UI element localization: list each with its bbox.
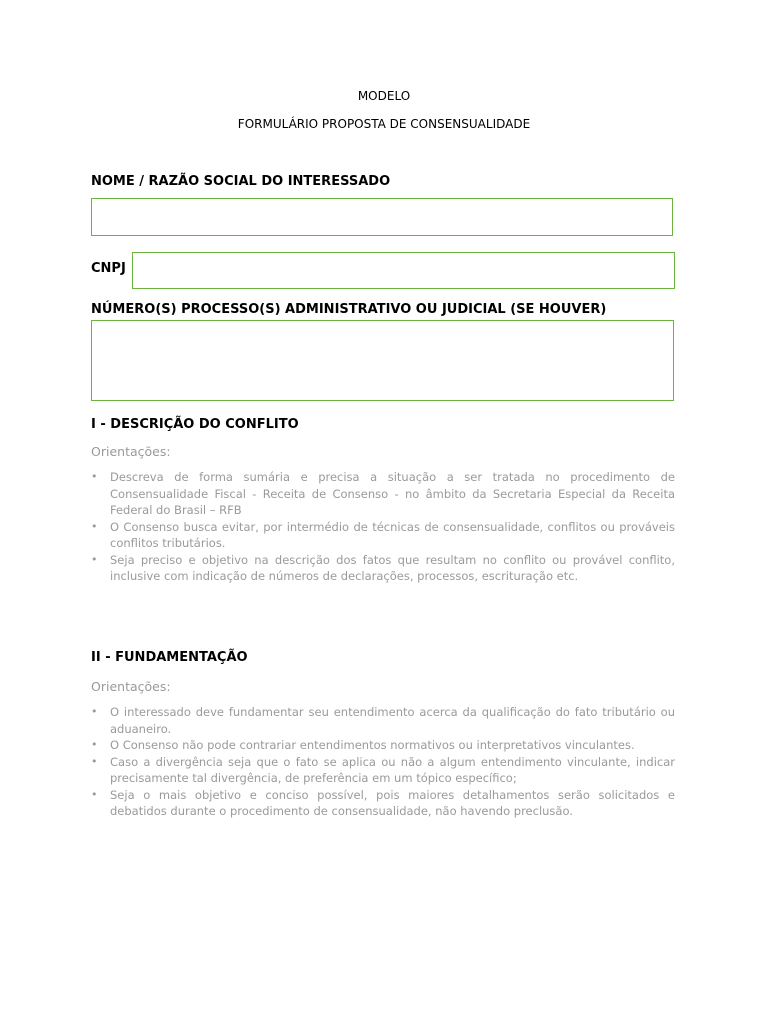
bullet-dot-icon: • [91,519,98,533]
list-item [91,552,675,585]
model-label: MODELO [357,89,411,103]
bullet-dot-icon: • [91,787,98,801]
guidance-text: Seja o mais objetivo e conciso possível, pois maiores detalhamentos serão solicitados e debatidos durante o procedimento de consensualidade, não havendo preclusão. [110,787,675,818]
nome-label: NOME / RAZÃO SOCIAL DO INTERESSADO [91,174,391,189]
section1-guidance-list [91,469,675,585]
guidance-text: Caso a divergência seja que o fato se aplica ou não a algum entendimento vinculante, indicar precisamente tal divergência, de preferência em um tópico específico; [110,754,675,785]
list-item [91,519,675,552]
bullet-dot-icon: • [91,705,98,718]
bullet-dot-icon: • [91,738,98,751]
guidance-text: O Consenso busca evitar, por intermédio de técnicas de consensualidade, conflitos ou prováveis conflitos tributários. [110,519,675,550]
processos-label: NÚMERO(S) PROCESSO(S) ADMINISTRATIVO OU JUDICIAL (SE HOUVER) [91,302,607,317]
section1-title: I - DESCRIÇÃO DO CONFLITO [91,417,299,432]
bullet-dot-icon: • [91,552,98,566]
guidance-text: Descreva de forma sumária e precisa a situação a ser tratada no procedimento de Consensualidade Fiscal - Receita de Consenso - no âmbito da Secretaria Especial da Receita Federal do Brasil – RFB [110,470,675,517]
list-item [91,704,675,737]
list-item [91,469,675,519]
processos-field[interactable] [91,320,674,401]
cnpj-label: CNPJ [91,261,126,276]
cnpj-field[interactable] [132,252,675,289]
guidance-text: O Consenso não pode contrariar entendimentos normativos ou interpretativos vinculantes. [110,738,635,752]
guidance-text: Seja preciso e objetivo na descrição dos fatos que resultam no conflito ou provável conflito, inclusive com indicação de números de declarações, processos, escrituração etc. [110,552,675,583]
list-item [91,787,675,820]
section2-guidance-list [91,704,675,820]
bullet-dot-icon: • [91,470,98,483]
form-title: FORMULÁRIO PROPOSTA DE CONSENSUALIDADE [237,117,531,131]
section2-orientation-label: Orientações: [91,679,171,694]
nome-field[interactable] [91,198,673,236]
list-item [91,737,675,754]
guidance-text: O interessado deve fundamentar seu entendimento acerca da qualificação do fato tributário ou aduaneiro. [110,705,675,736]
bullet-dot-icon: • [91,754,98,768]
list-item [91,754,675,787]
section1-orientation-label: Orientações: [91,444,171,459]
section2-title: II - FUNDAMENTAÇÃO [91,650,248,665]
